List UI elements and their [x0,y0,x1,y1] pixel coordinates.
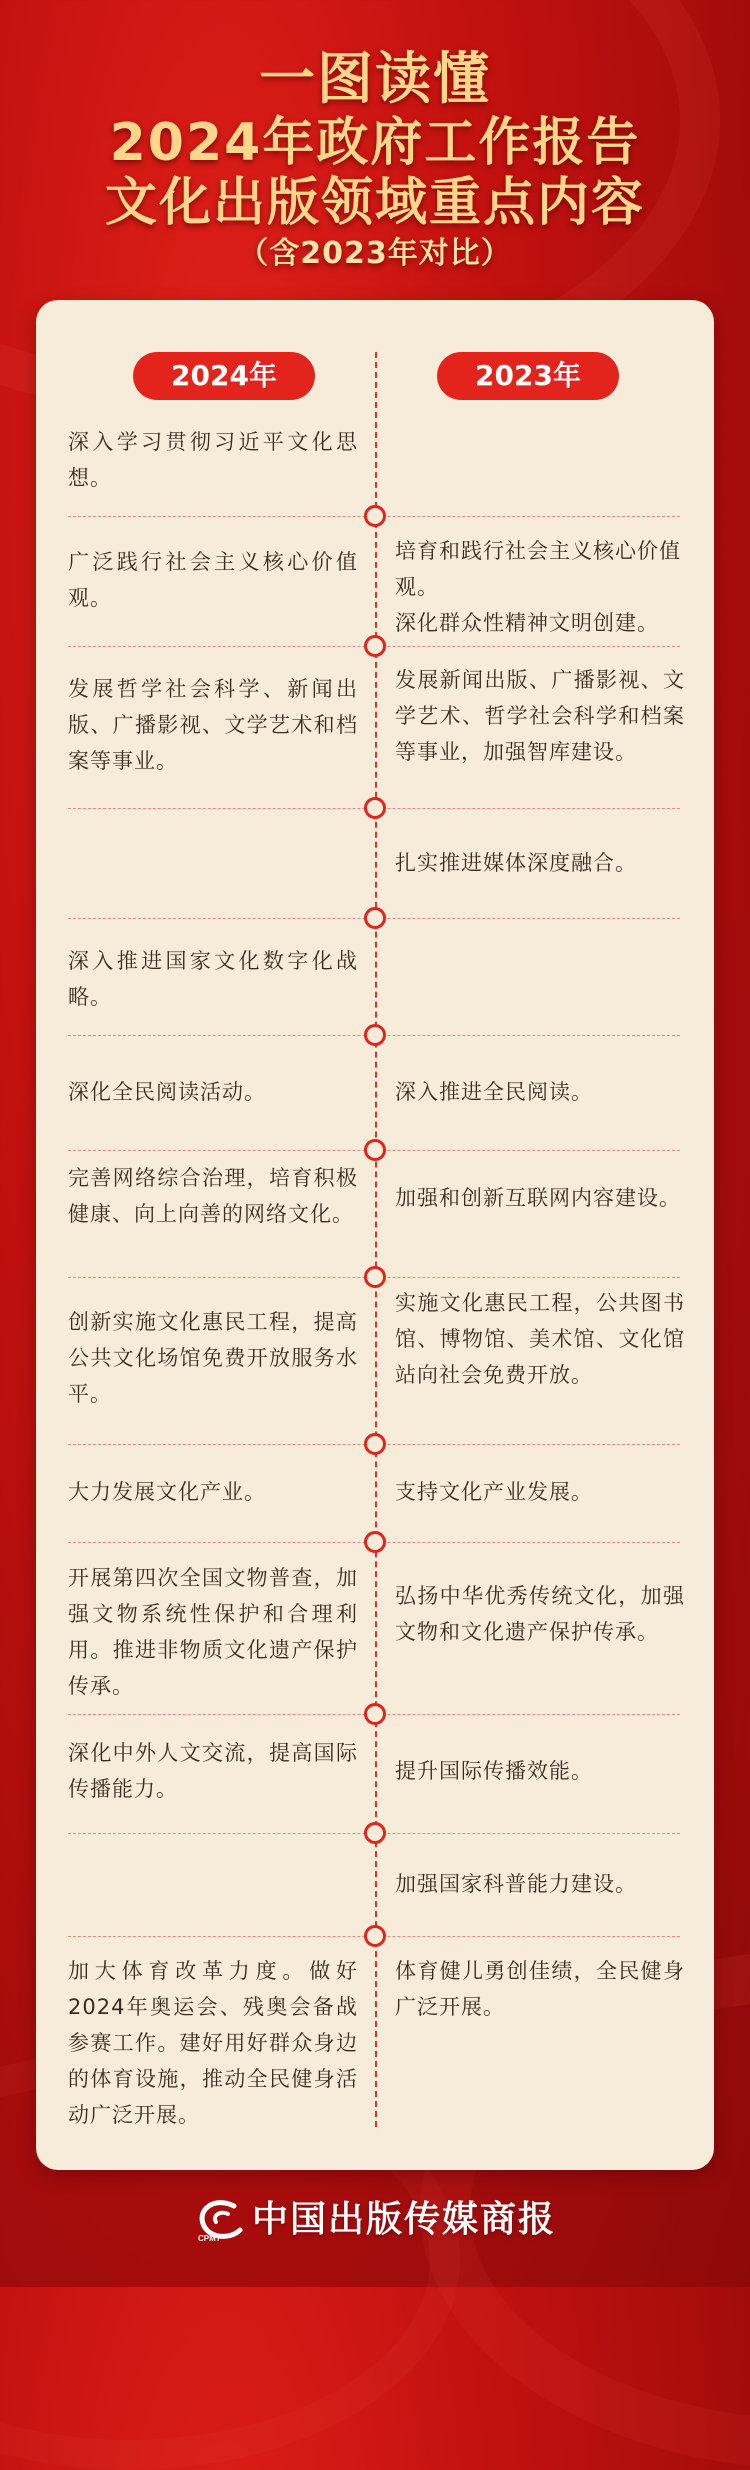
publisher-name: 中国出版传媒商报 [252,2199,557,2240]
publisher-logo-icon [194,2198,248,2242]
row-12-2023-text: 加强国家科普能力建设。 [395,1872,637,1896]
timeline-dot [364,1531,386,1553]
row-2-2023-text: 培育和践行社会主义核心价值观。 深化群众性精神文明创建。 [395,539,681,635]
row-13-2023-text: 体育健儿勇创佳绩，全民健身广泛开展。 [395,1959,685,2019]
row-9-2023-text: 支持文化产业发展。 [395,1480,593,1504]
year-2023-badge: 2023年 [437,352,619,400]
title-line-3: 文化出版领域重点内容 [104,173,645,233]
row-10-2024-text: 开展第四次全国文物普查，加强文物系统性保护和合理利用。推进非物质文化遗产保护传承。 [68,1566,358,1698]
row-7-2023-text: 加强和创新互联网内容建设。 [395,1186,681,1210]
row-6-2024-text: 深化全民阅读活动。 [68,1080,266,1104]
timeline-dot [364,1925,386,1947]
row-11-2024-text: 深化中外人文交流，提高国际传播能力。 [68,1741,358,1801]
timeline-divider [375,352,377,2127]
row-8-2023-text: 实施文化惠民工程，公共图书馆、博物馆、美术馆、文化馆站向社会免费开放。 [395,1291,685,1387]
row-4-2023-text: 扎实推进媒体深度融合。 [395,851,637,875]
row-6-2023-text: 深入推进全民阅读。 [395,1080,593,1104]
row-5-2024-text: 深入推进国家文化数字化战略。 [68,949,358,1009]
footer [0,2192,750,2248]
timeline-dot [364,1266,386,1288]
timeline-dot [364,907,386,929]
row-8-2024-text: 创新实施文化惠民工程，提高公共文化场馆免费开放服务水平。 [68,1310,358,1406]
row-2-2024-text: 广泛践行社会主义核心价值观。 [68,550,358,610]
timeline-dot [364,1433,386,1455]
timeline-dot [364,505,386,527]
timeline-dot [364,1703,386,1725]
title-line-1: 一图读懂 [259,47,491,112]
title-line-2: 2024年政府工作报告 [109,113,641,173]
row-9-2024-text: 大力发展文化产业。 [68,1480,266,1504]
row-7-2024-text: 完善网络综合治理，培育积极健康、向上向善的网络文化。 [68,1166,358,1226]
svg-text:CPMT: CPMT [198,2234,221,2242]
row-3-2023-text: 发展新闻出版、广播影视、文学艺术、哲学社会科学和档案等事业，加强智库建设。 [395,668,685,764]
timeline-dot [364,1024,386,1046]
timeline-dot [364,635,386,657]
row-13-2024-text: 加大体育改革力度。做好2024年奥运会、残奥会备战参赛工作。建好用好群众身边的体育设施，推动全民健身活动广泛开展。 [68,1959,358,2127]
row-11-2023-text: 提升国际传播效能。 [395,1759,593,1783]
timeline-dot [364,1822,386,1844]
timeline-dot [364,797,386,819]
row-10-2023-text: 弘扬中华优秀传统文化，加强文物和文化遗产保护传承。 [395,1584,685,1644]
row-1-2024-text: 深入学习贯彻习近平文化思想。 [68,430,358,490]
row-3-2024-text: 发展哲学社会科学、新闻出版、广播影视、文学艺术和档案等事业。 [68,677,358,773]
title-subtitle: （含2023年对比） [238,236,512,271]
year-2024-badge: 2024年 [133,352,315,400]
timeline-dot [364,1139,386,1161]
